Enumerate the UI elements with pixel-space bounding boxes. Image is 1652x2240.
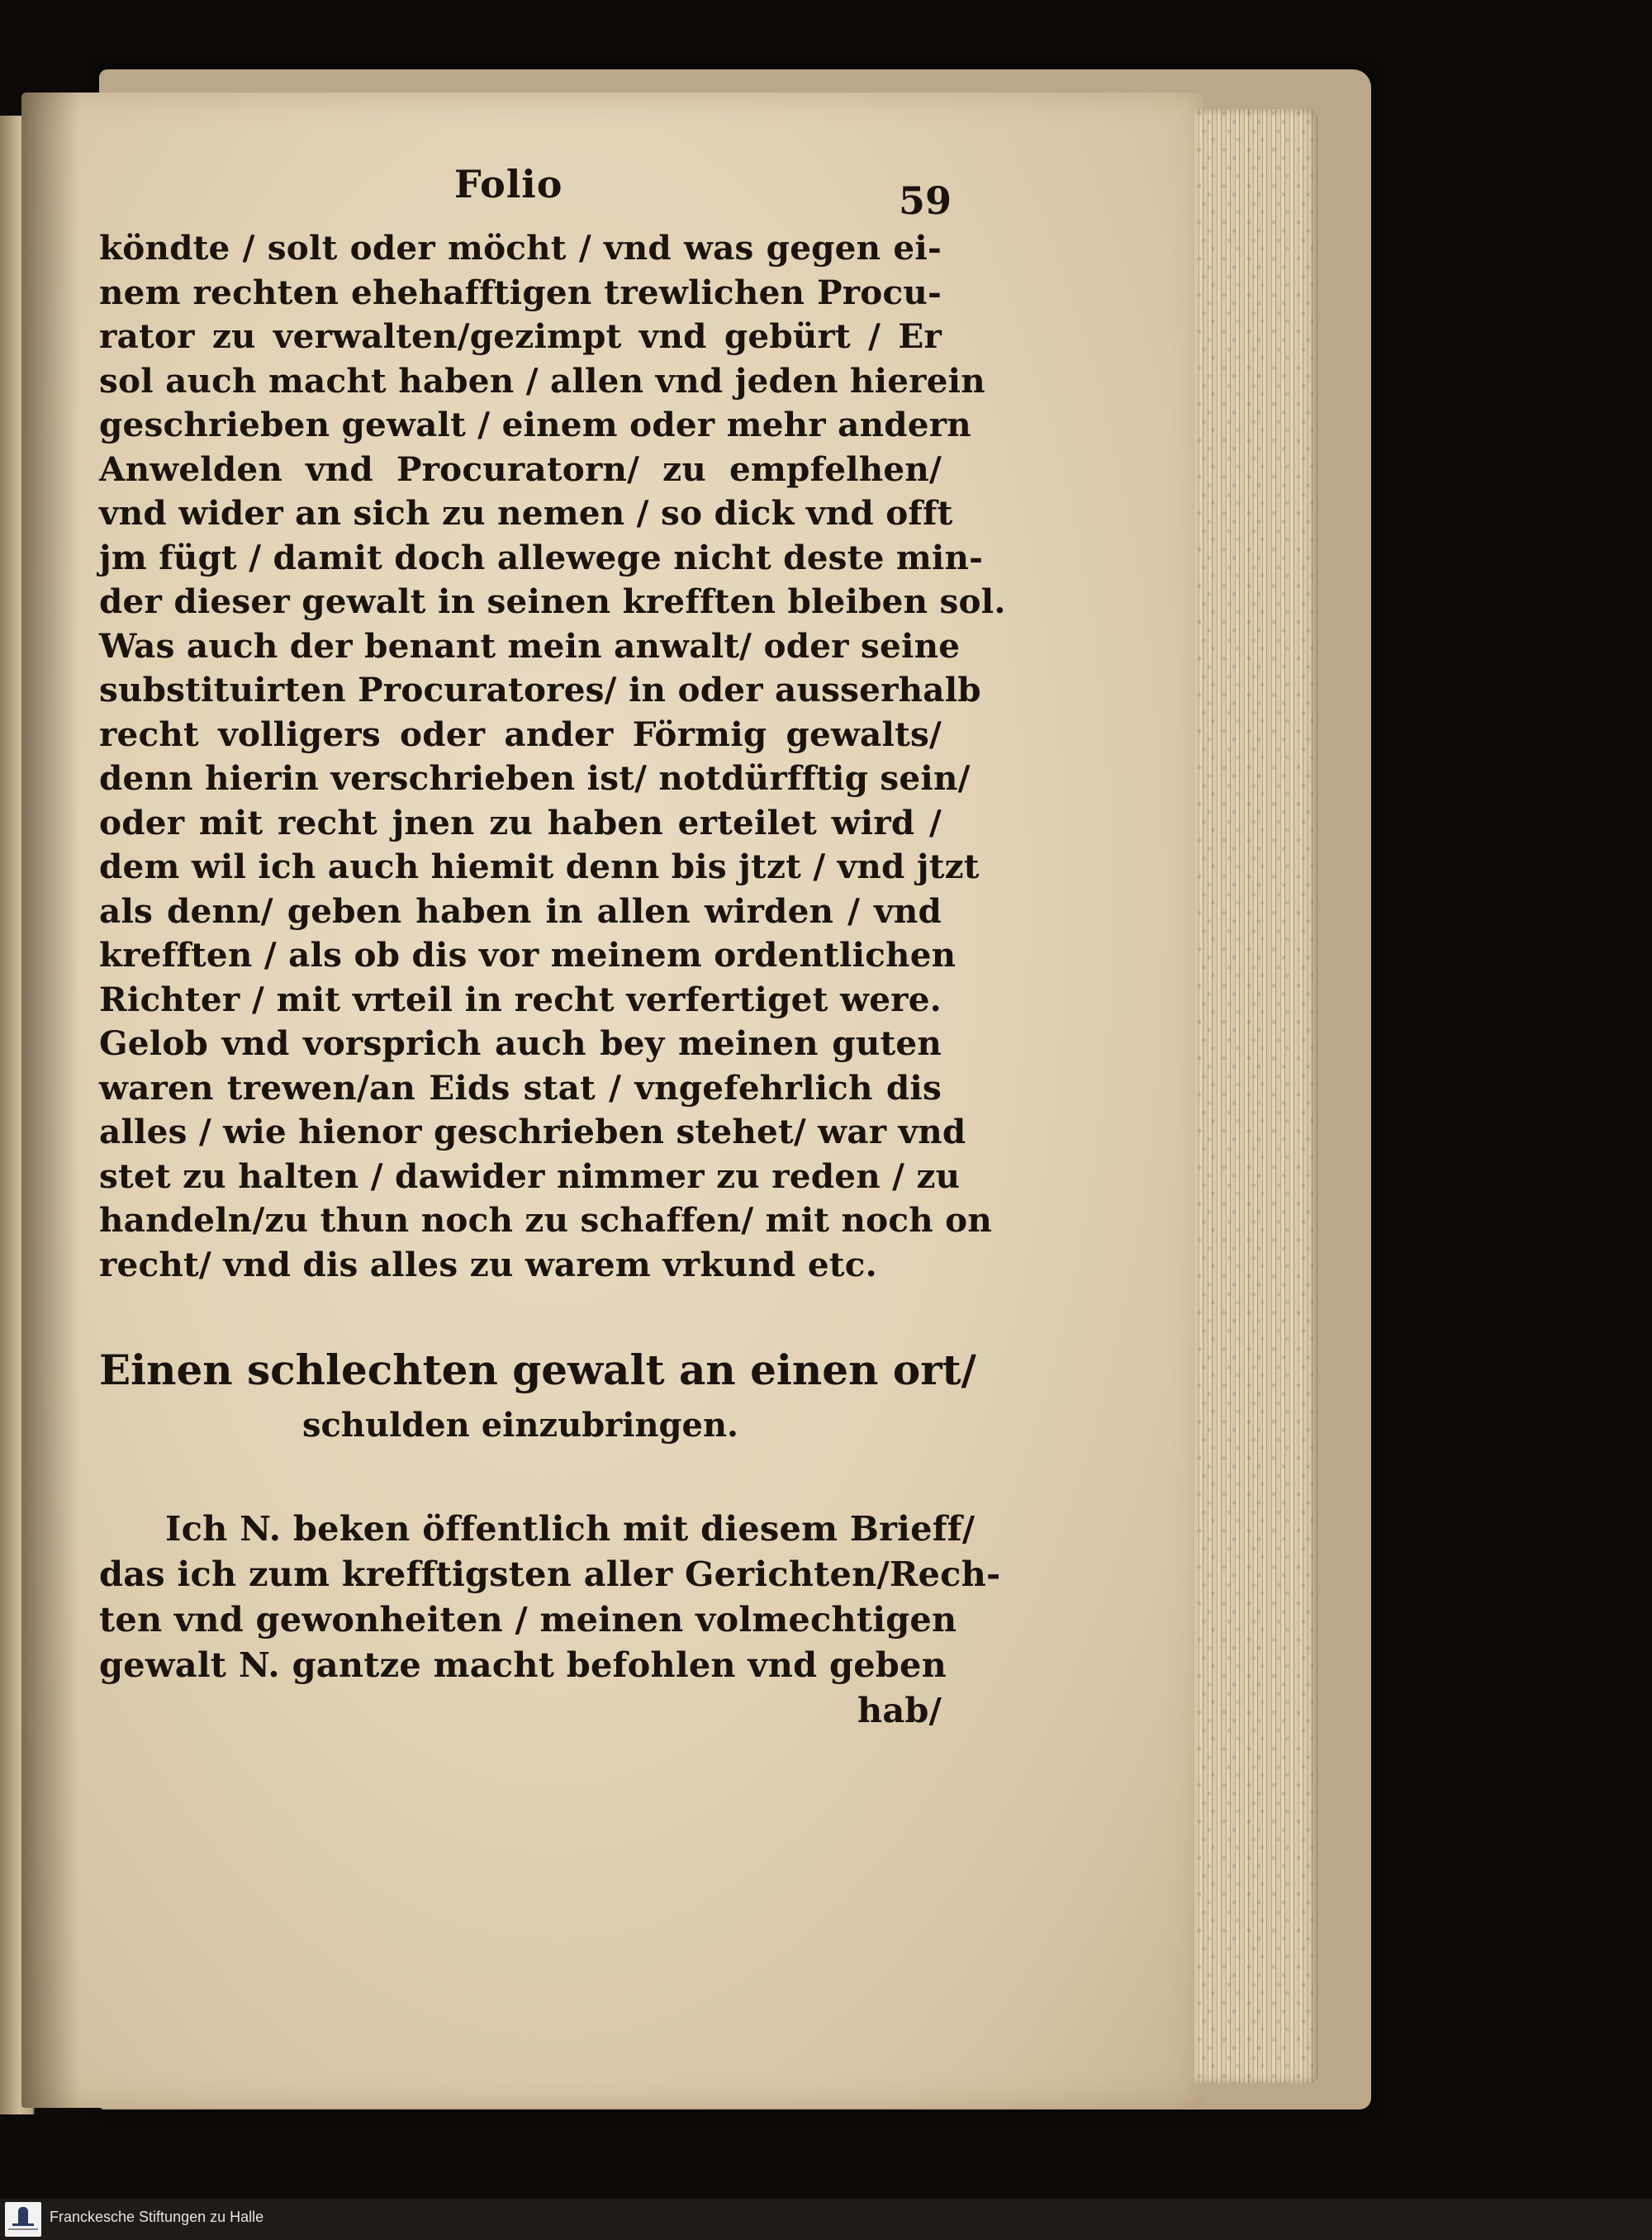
text-line: nem rechten ehehafftigen trewlichen Procu- bbox=[99, 272, 942, 312]
text-line: recht volligers oder ander Förmig gewalts/ bbox=[99, 714, 942, 754]
text-line: Anwelden vnd Procuratorn/ zu empfelhen/ bbox=[99, 448, 942, 489]
main-text-block bbox=[99, 162, 1006, 1287]
fore-edge-speckle bbox=[1194, 109, 1318, 2083]
text-line: das ich zum krefftigsten aller Gerichten/Rech- bbox=[99, 1554, 1001, 1594]
text-line: substituirten Procuratores/ in oder ausserhalb bbox=[99, 670, 981, 709]
text-line: Was auch der benant mein anwalt/ oder seine bbox=[99, 625, 961, 666]
franckesche-stiftungen-logo-icon[interactable] bbox=[5, 2202, 41, 2237]
text-line: der dieser gewalt in seinen krefften bleiben sol. bbox=[99, 581, 1006, 621]
text-line: stet zu halten / dawider nimmer zu reden / zu bbox=[99, 1156, 961, 1196]
text-line: Richter / mit vrteil in recht verfertiget were. bbox=[99, 979, 942, 1019]
text-line: gewalt N. gantze macht befohlen vnd geben bbox=[99, 1644, 947, 1685]
text-line: rator zu verwalten/gezimpt vnd gebürt / Er bbox=[99, 316, 942, 356]
text-line: vnd wider an sich zu nemen / so dick vnd offt bbox=[99, 493, 953, 533]
running-title: Folio bbox=[454, 162, 563, 206]
text-line: recht/ vnd dis alles zu warem vrkund etc. bbox=[99, 1244, 877, 1284]
catchword: hab/ bbox=[857, 1690, 942, 1730]
text-line: geschrieben gewalt / einem oder mehr andern bbox=[99, 405, 971, 444]
text-line: jm fügt / damit doch allewege nicht deste min- bbox=[99, 537, 984, 577]
text-line: waren trewen/an Eids stat / vngefehrlich dis bbox=[99, 1067, 942, 1108]
text-line: Gelob vnd vorsprich auch bey meinen guten bbox=[99, 1023, 942, 1063]
text-line: sol auch macht haben / allen vnd jeden hierein bbox=[99, 360, 985, 401]
text-line: oder mit recht jnen zu haben erteilet wird / bbox=[99, 802, 942, 842]
text-line: Ich N. beken öffentlich mit diesem Brieff/ bbox=[165, 1508, 976, 1549]
text-line: denn hierin verschrieben ist/ notdürfftig sein/ bbox=[99, 758, 971, 798]
second-paragraph bbox=[99, 1506, 1001, 1733]
text-line: dem wil ich auch hiemit denn bis jtzt / vnd jtzt bbox=[99, 847, 980, 886]
text-line: krefften / als ob dis vor meinem ordentlichen bbox=[99, 935, 957, 975]
heading-line: Einen schlechten gewalt an einen ort/ bbox=[99, 1345, 976, 1394]
heading-line: schulden einzubringen. bbox=[302, 1406, 738, 1445]
text-line: handeln/zu thun noch zu schaffen/ mit noch on bbox=[99, 1200, 993, 1240]
section-heading bbox=[99, 1340, 976, 1450]
page-number: 59 bbox=[898, 178, 952, 223]
text-line: köndte / solt oder möcht / vnd was gegen ei- bbox=[99, 228, 942, 268]
text-line: alles / wie hienor geschrieben stehet/ war vnd bbox=[99, 1112, 966, 1151]
gutter-shadow bbox=[21, 93, 79, 2108]
footer-institution-link[interactable]: Franckesche Stiftungen zu Halle bbox=[50, 2209, 264, 2225]
text-line: als denn/ geben haben in allen wirden / vnd bbox=[99, 890, 942, 931]
text-line: ten vnd gewonheiten / meinen volmechtigen bbox=[99, 1599, 957, 1640]
running-head bbox=[99, 162, 952, 226]
footer-bar bbox=[0, 2199, 1652, 2240]
